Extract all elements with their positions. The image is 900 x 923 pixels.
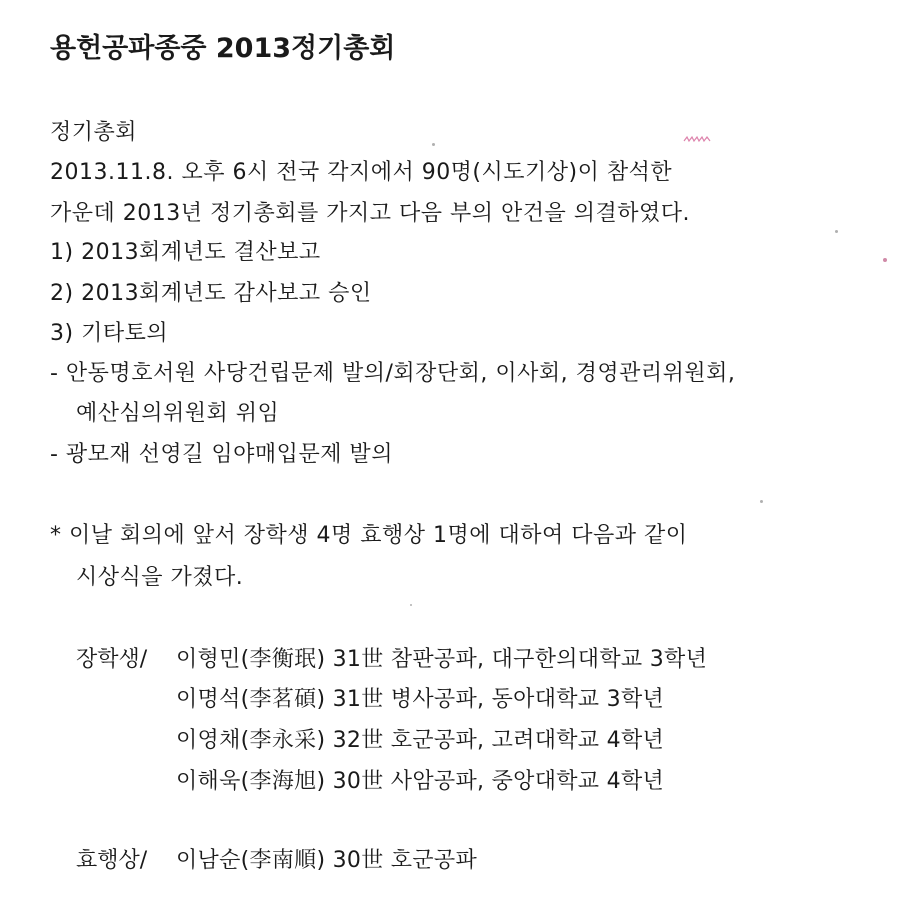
section-heading: 정기총회 — [50, 120, 138, 145]
intro-line-2: 가운데 2013년 정기총회를 가지고 다음 부의 안건을 의결하였다. — [50, 201, 690, 226]
scan-speck — [760, 500, 763, 503]
note-line-2: 시상식을 가졌다. — [76, 565, 244, 590]
scholarship-recipient: 이해욱(李海旭) 30世 사암공파, 중앙대학교 4학년 — [176, 769, 665, 794]
scan-speck — [883, 258, 887, 262]
discussion-item-2: - 광모재 선영길 임야매입문제 발의 — [50, 442, 393, 467]
scan-speck — [432, 143, 435, 146]
scholarship-recipient: 이명석(李茗碩) 31世 병사공파, 동아대학교 3학년 — [176, 687, 665, 712]
scan-speck — [410, 604, 412, 606]
note-line-1: * 이날 회의에 앞서 장학생 4명 효행상 1명에 대하여 다음과 같이 — [50, 523, 688, 548]
intro-line-1: 2013.11.8. 오후 6시 전국 각지에서 90명(시도기상)이 참석한 — [50, 160, 673, 185]
scholarship-label: 장학생/ — [76, 647, 148, 672]
ink-mark-icon — [683, 135, 713, 143]
scholarship-recipient: 이영채(李永采) 32世 호군공파, 고려대학교 4학년 — [176, 728, 665, 753]
discussion-item-1: - 안동명호서원 사당건립문제 발의/회장단회, 이사회, 경영관리위원회, — [50, 361, 736, 386]
document-title: 용헌공파종중 2013정기총회 — [50, 33, 396, 64]
scholarship-recipient: 이형민(李衡珉) 31世 참판공파, 대구한의대학교 3학년 — [176, 647, 708, 672]
scan-speck — [835, 230, 838, 233]
discussion-item-1-continued: 예산심의위원회 위임 — [76, 401, 280, 426]
filial-award-recipient: 이남순(李南順) 30世 호군공파 — [176, 848, 478, 873]
agenda-item-1: 1) 2013회계년도 결산보고 — [50, 240, 321, 265]
agenda-item-3: 3) 기타토의 — [50, 321, 169, 346]
filial-award-label: 효행상/ — [76, 848, 148, 873]
agenda-item-2: 2) 2013회계년도 감사보고 승인 — [50, 281, 372, 306]
